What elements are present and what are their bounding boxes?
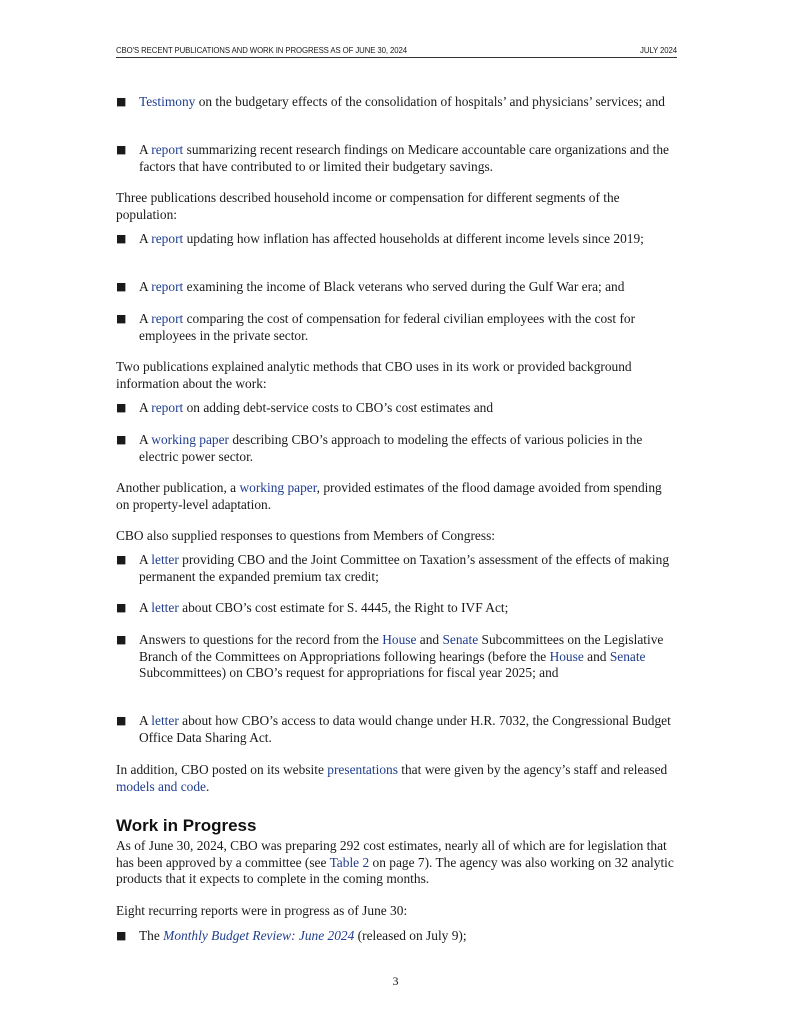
bullet-marker: ■ <box>116 601 127 614</box>
paragraph-another: Another publication, a working paper, provided estimates of the flood damage avoided from spending on property-level adaptation. <box>116 480 662 512</box>
letter-link[interactable]: letter <box>151 713 179 728</box>
table-2-link[interactable]: Table 2 <box>329 854 370 870</box>
bullet-marker: ■ <box>116 280 127 293</box>
models-and-code-link[interactable]: models and code <box>116 778 206 794</box>
header-title: CBO'S RECENT PUBLICATIONS AND WORK IN PROGRESS AS OF JUNE 30, 2024 <box>116 46 407 55</box>
paragraph-income: Three publications described household income or compensation for different segments of the population: <box>116 190 620 222</box>
working-paper-link[interactable]: working paper <box>239 480 317 495</box>
working-paper-link[interactable]: working paper <box>151 432 229 447</box>
monthly-budget-review-link[interactable]: Monthly Budget Review: June 2024 <box>163 928 355 943</box>
letter-link[interactable]: letter <box>151 600 179 615</box>
bullet-marker: ■ <box>116 312 127 325</box>
senate-link[interactable]: Senate <box>442 632 479 647</box>
bullet-marker: ■ <box>116 714 127 727</box>
bullet-marker: ■ <box>116 433 127 446</box>
bullet-marker: ■ <box>116 401 127 414</box>
paragraph-questions: CBO also supplied responses to questions from Members of Congress: <box>116 528 495 543</box>
header-rule <box>116 57 677 58</box>
house-link[interactable]: House <box>549 648 584 664</box>
section-heading-work-in-progress: Work in Progress <box>116 816 257 835</box>
header-date: JULY 2024 <box>640 46 677 55</box>
report-link[interactable]: report <box>151 142 184 157</box>
page-number: 3 <box>392 974 399 988</box>
letter-link[interactable]: letter <box>151 552 179 567</box>
house-link[interactable]: House <box>382 632 417 647</box>
bullet-marker: ■ <box>116 143 127 156</box>
paragraph-recurring: Eight recurring reports were in progress as of June 30: <box>116 903 408 918</box>
report-link[interactable]: report <box>151 311 184 326</box>
bullet-marker: ■ <box>116 553 127 566</box>
testimony-link[interactable]: Testimony <box>139 94 196 109</box>
paragraph-addition: In addition, CBO posted on its website presentations that were given by the agency’s staff and released models and code. <box>116 762 668 794</box>
paragraph-methods: Two publications explained analytic methods that CBO uses in its work or provided background information about the work: <box>116 359 632 391</box>
bullet-marker: ■ <box>116 633 127 646</box>
presentations-link[interactable]: presentations <box>327 762 398 777</box>
bullet-marker: ■ <box>116 232 127 245</box>
paragraph-wip: As of June 30, 2024, CBO was preparing 292 cost estimates, nearly all of which are for legislation that has been approved by a committee (see Table 2 on page 7). The agency was also working on 32 analytic products that it expects to complete in the coming months. <box>116 838 674 886</box>
bullet-marker: ■ <box>116 95 127 108</box>
report-link[interactable]: report <box>151 279 184 294</box>
senate-link[interactable]: Senate <box>609 648 646 664</box>
report-link[interactable]: report <box>151 231 184 246</box>
report-link[interactable]: report <box>151 400 184 415</box>
bullet-marker: ■ <box>116 929 127 942</box>
